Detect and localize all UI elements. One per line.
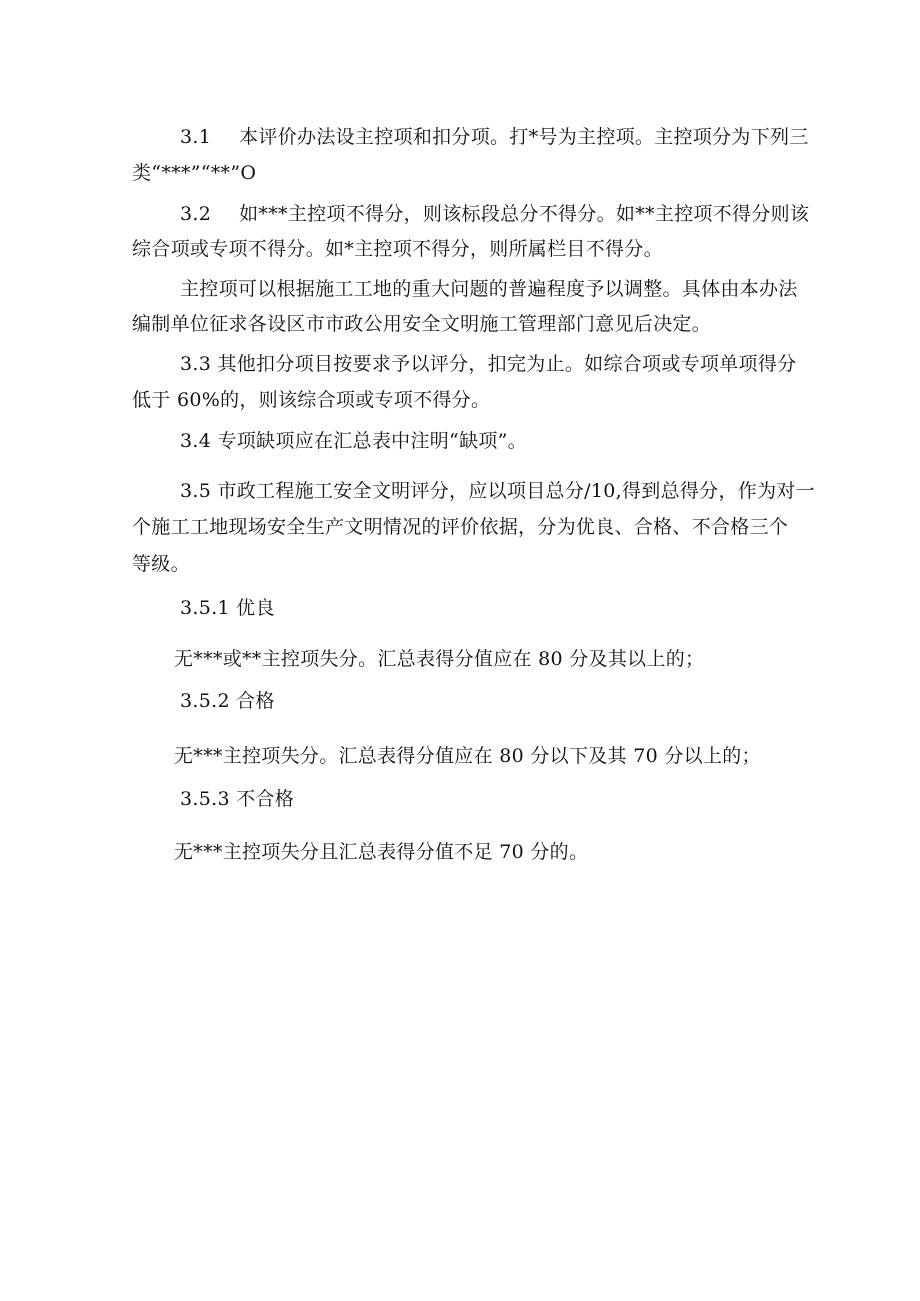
clause-3-2-number: 3.2 [180, 203, 212, 225]
clause-3-5-2-body: 无***主控项失分。汇总表得分值应在 80 分以下及其 70 分以上的； [174, 745, 761, 767]
clause-3-2-line-1 [180, 202, 809, 226]
clause-3-5-1-heading: 3.5.1 优良 [180, 597, 275, 619]
clause-3-1-line-2: 类“***”“**”O [132, 162, 257, 184]
clause-3-2-line-2: 综合项或专项不得分。如*主控项不得分，则所属栏目不得分。 [132, 238, 663, 260]
clause-3-5-line-2: 个施工工地现场安全生产文明情况的评价依据，分为优良、合格、不合格三个 [132, 516, 789, 538]
clause-3-5-2-heading: 3.5.2 合格 [180, 690, 275, 712]
clause-3-4-line-1: 3.4 专项缺项应在汇总表中注明“缺项”。 [180, 430, 527, 452]
clause-3-1-number: 3.1 [180, 126, 212, 148]
clause-3-1-text: 本评价办法设主控项和扣分项。打*号为主控项。主控项分为下列三 [239, 126, 809, 148]
clause-3-5-3-body: 无***主控项失分且汇总表得分值不足 70 分的。 [174, 841, 589, 863]
clause-3-2-text: 如***主控项不得分，则该标段总分不得分。如**主控项不得分则该 [239, 203, 810, 225]
clause-3-5-line-3: 等级。 [132, 553, 190, 575]
adjust-paragraph-line-2: 编制单位征求各设区市市政公用安全文明施工管理部门意见后决定。 [132, 313, 712, 335]
clause-3-5-1-body: 无***或**主控项失分。汇总表得分值应在 80 分及其以上的； [174, 648, 705, 670]
clause-3-5-line-1: 3.5 市政工程施工安全文明评分，应以项目总分/10,得到总得分，作为对一 [180, 480, 815, 502]
clause-3-3-line-2: 低于 60%的，则该综合项或专项不得分。 [132, 389, 491, 411]
clause-3-5-3-heading: 3.5.3 不合格 [180, 788, 295, 810]
clause-3-3-line-1: 3.3 其他扣分项目按要求予以评分，扣完为止。如综合项或专项单项得分 [180, 353, 797, 375]
adjust-paragraph-line-1: 主控项可以根据施工工地的重大问题的普遍程度予以调整。具体由本办法 [180, 278, 798, 300]
clause-3-1-line-1 [180, 125, 809, 149]
